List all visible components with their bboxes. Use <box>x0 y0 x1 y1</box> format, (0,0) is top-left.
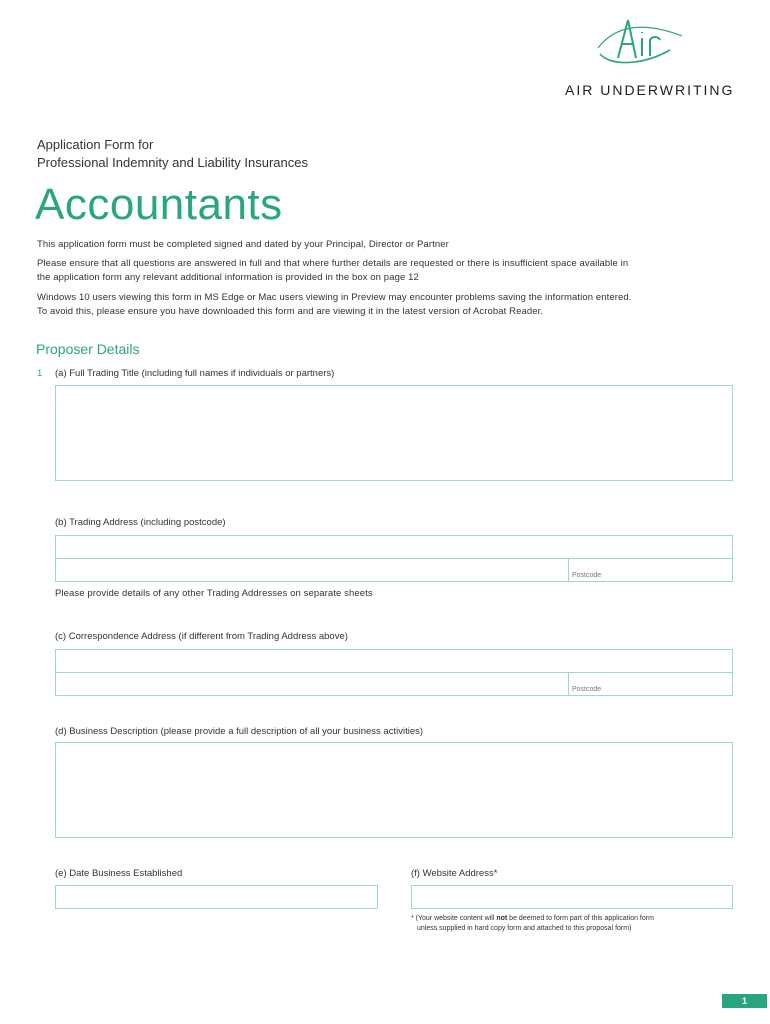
instruction-viewer-line2: To avoid this, please ensure you have downloaded this form and are viewing it in the latest version of Acrobat Reader. <box>37 306 544 317</box>
postcode-label: Postcode <box>572 686 602 693</box>
footnote-pre: * (Your website content will <box>411 915 497 922</box>
full-trading-title-input[interactable] <box>55 385 733 481</box>
business-description-input[interactable] <box>55 742 733 838</box>
page-number-badge: 1 <box>722 994 767 1008</box>
page-title: Accountants <box>35 180 283 229</box>
footnote-line2: unless supplied in hard copy form and attached to this proposal form) <box>417 925 632 932</box>
footnote-bold: not <box>496 915 508 922</box>
label-website-address: (f) Website Address* <box>411 868 498 879</box>
trading-address-line2-input[interactable] <box>55 558 569 582</box>
brand-logo <box>596 14 686 70</box>
brand-name: AIR UNDERWRITING <box>565 82 735 98</box>
date-established-input[interactable] <box>55 885 378 909</box>
correspondence-address-line2-input[interactable] <box>55 672 569 696</box>
footnote-post: be deemed to form part of this application form <box>507 915 654 922</box>
label-date-established: (e) Date Business Established <box>55 868 183 879</box>
form-subtitle-line1: Application Form for <box>37 137 154 152</box>
air-logo-mark-icon <box>596 14 686 70</box>
instruction-signing: This application form must be completed signed and dated by your Principal, Director or Partner <box>37 239 449 250</box>
trading-postcode-input[interactable] <box>568 558 733 582</box>
instruction-complete-line2: the application form any relevant additional information is provided in the box on page 12 <box>37 272 419 283</box>
website-footnote <box>411 914 741 934</box>
correspondence-postcode-input[interactable] <box>568 672 733 696</box>
instruction-viewer-line1: Windows 10 users viewing this form in MS Edge or Mac users viewing in Preview may encounter problems saving the information entered. <box>37 292 632 303</box>
section-title: Proposer Details <box>36 341 140 357</box>
other-addresses-note: Please provide details of any other Trading Addresses on separate sheets <box>55 588 373 599</box>
label-business-description: (d) Business Description (please provide a full description of all your business activities) <box>55 726 424 737</box>
correspondence-address-line1-input[interactable] <box>55 649 733 673</box>
postcode-label: Postcode <box>572 572 602 579</box>
trading-address-line1-input[interactable] <box>55 535 733 559</box>
website-address-input[interactable] <box>411 885 733 909</box>
label-full-trading-title: (a) Full Trading Title (including full names if individuals or partners) <box>55 368 335 379</box>
label-trading-address: (b) Trading Address (including postcode) <box>55 517 226 528</box>
question-number: 1 <box>37 368 43 379</box>
label-correspondence-address: (c) Correspondence Address (if different from Trading Address above) <box>55 631 348 642</box>
instruction-complete-line1: Please ensure that all questions are answered in full and that where further details are requested or there is insufficient space available in <box>37 258 629 269</box>
form-subtitle-line2: Professional Indemnity and Liability Insurances <box>37 155 308 170</box>
